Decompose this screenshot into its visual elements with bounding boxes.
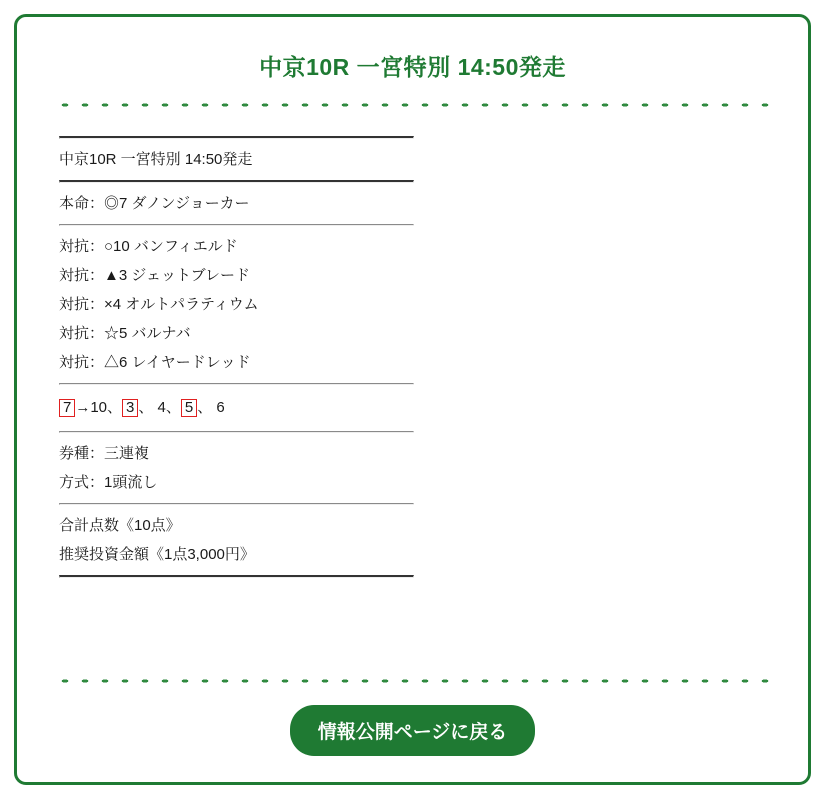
bet-section: [59, 433, 414, 503]
prediction-card: [14, 14, 811, 785]
race-line: 中京10R 一宮特別 14:50発走: [59, 151, 253, 168]
honmei-line: 本命：◎7 ダノンジョーカー: [59, 195, 250, 212]
content-block: [59, 136, 414, 578]
pick-arrow: →: [75, 399, 91, 416]
footer-button-area: [17, 705, 808, 756]
page-title: 中京10R 一宮特別 14:50発走: [259, 54, 566, 80]
taikou-line-3: 対抗：×4 オルトパラティウム: [59, 296, 259, 313]
taikou-line-2: 対抗：▲3 ジェットブレード: [59, 267, 251, 284]
race-line-section: [59, 139, 414, 180]
pick-box-3: 3: [122, 399, 138, 417]
taikou-line-1: 対抗：○10 バンフィエルド: [59, 238, 238, 255]
summary-section: [59, 505, 414, 575]
taikou-line-4: 対抗：☆5 バルナバ: [59, 325, 191, 342]
honmei-section: [59, 183, 414, 224]
pick-sep-4: 、: [197, 399, 213, 416]
pick-plain-4: 4、: [153, 399, 181, 416]
top-dotted-divider: [55, 100, 770, 110]
pick-box-5: 5: [181, 399, 197, 417]
total-points-line: 合計点数《10点》: [59, 517, 181, 534]
pick-plain-6: 6: [212, 399, 225, 416]
bottom-dotted-divider: [55, 676, 770, 686]
taikou-section: [59, 226, 414, 383]
pick-sep-2: 、: [138, 399, 154, 416]
pick-combination-row: [59, 385, 414, 431]
bet-type-line: 券種：三連複: [59, 445, 150, 462]
axis-horse-box: 7: [59, 399, 75, 417]
card-body: [45, 110, 780, 578]
back-to-info-page-button[interactable]: 情報公開ページに戻る: [290, 705, 536, 756]
divider-heavy-bottom: [59, 575, 414, 578]
taikou-line-5: 対抗：△6 レイヤードレッド: [59, 354, 251, 371]
bet-method-line: 方式：1頭流し: [59, 474, 158, 491]
recommended-amount-line: 推奨投資金額《1点3,000円》: [59, 546, 255, 563]
pick-rest-1: 10、: [90, 399, 123, 416]
